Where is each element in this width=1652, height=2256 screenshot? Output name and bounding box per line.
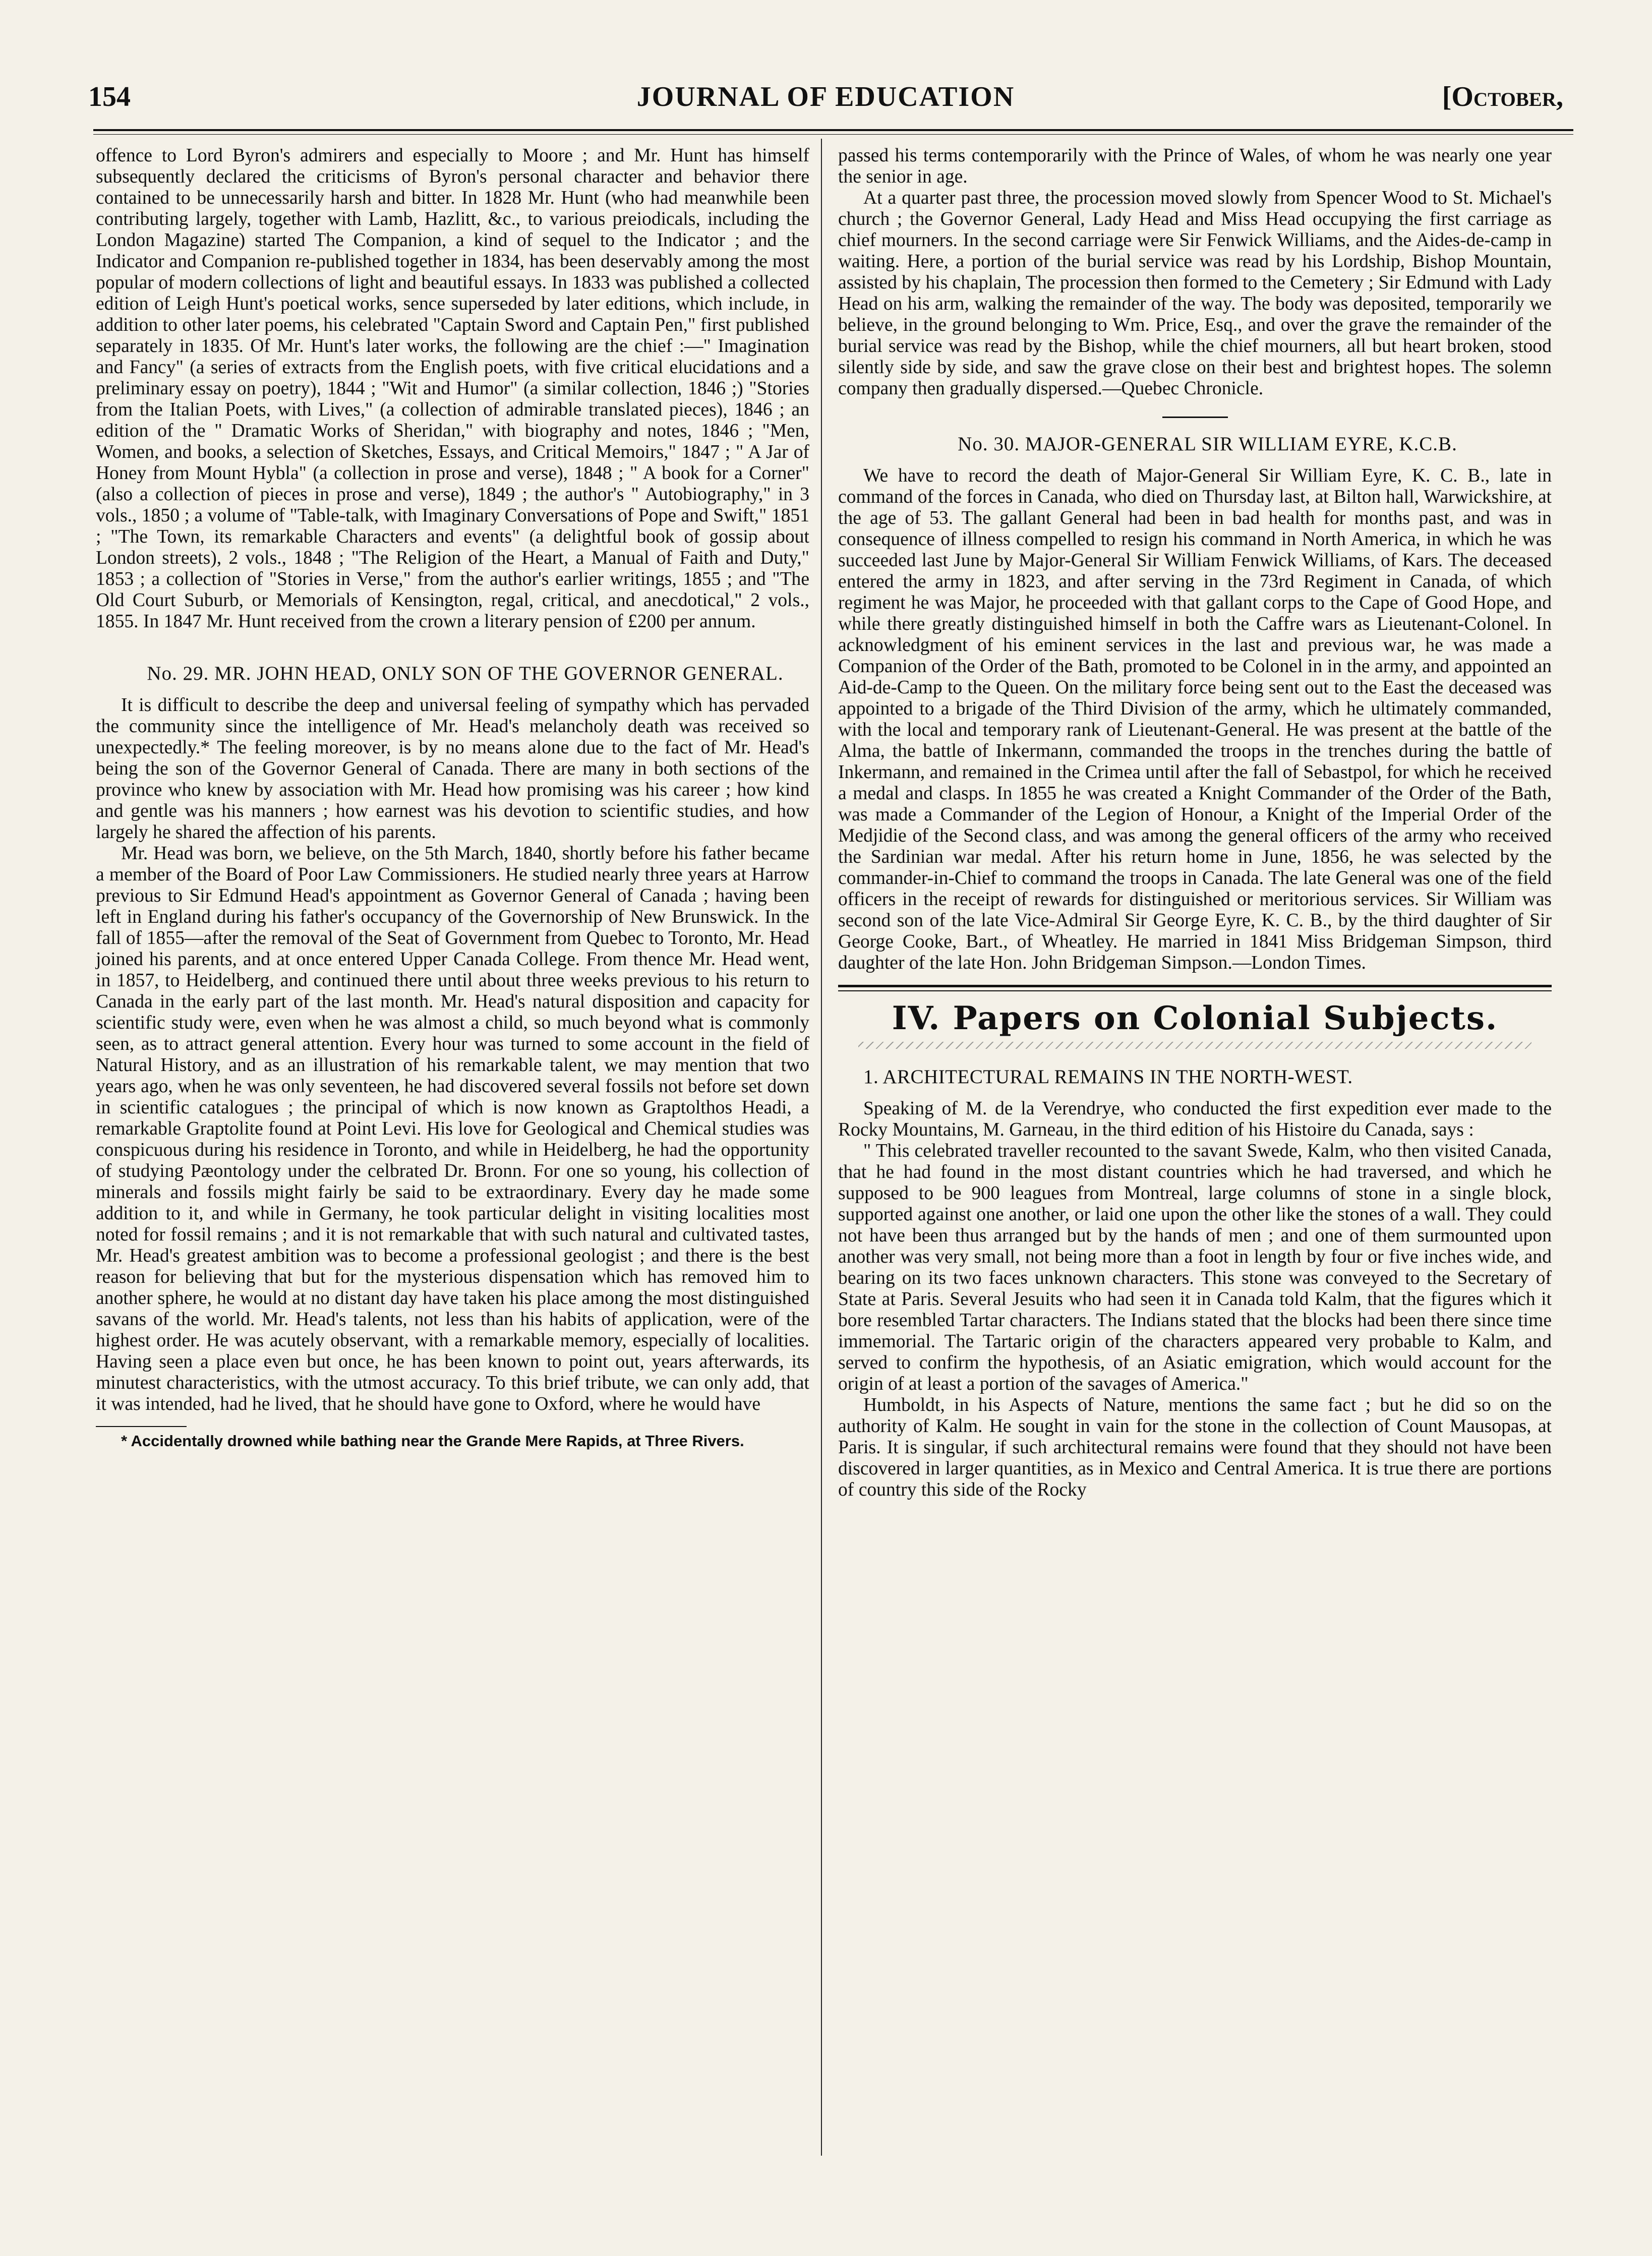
left-column: [96, 145, 809, 2203]
issue-month: [October,: [1442, 81, 1563, 112]
section-rule-thick: [838, 985, 1552, 987]
section-rule-thin: [838, 990, 1552, 991]
no29-heading: No. 29. MR. JOHN HEAD, ONLY SON OF THE GOVERNOR GENERAL.: [147, 663, 784, 684]
architectural-paragraph-3: Humboldt, in his Aspects of Nature, mentions the same fact ; but he did so on the authority of Kalm. He sought in vain for the stone in the collection of Count Mausopas, at Paris. It is singular, if such architectural remains were found that they should not have been discovered in larger quantities, as in Mexico and Central America. It is true there are portions of country this side of the Rocky: [838, 1395, 1552, 1500]
spacer: [96, 632, 809, 663]
continuation-paragraph-2: At a quarter past three, the procession moved slowly from Spencer Wood to St. Michael's church ; the Governor General, Lady Head and Miss Head occupying the first carriage as chief mourners. In the second carriage were Sir Fenwick Williams, and the Aides-de-camp in waiting. Here, a portion of the burial service was read by his Lordship, Bishop Mountain, assisted by his chaplain, The procession then formed to the Cemetery ; Sir Edmund with Lady Head on his arm, walking the remainder of the way. The body was deposited, temporarily we believe, in the ground belonging to Wm. Price, Esq., and over the grave the remainder of the burial service was read by the Bishop, while the chief mourners, all but heart broken, stood silently side by side, and saw the grave close on their best and brightest hopes. The solemn company then gradually dispersed.—Quebec Chronicle.: [838, 188, 1552, 399]
journal-title: JOURNAL OF EDUCATION: [636, 81, 1015, 112]
architectural-paragraph-1: Speaking of M. de la Verendrye, who conducted the first expedition ever made to the Rocky Mountains, M. Garneau, in the third edition of his Histoire du Canada, says :: [838, 1098, 1552, 1140]
header-rule-thick: [93, 129, 1573, 131]
footnote: * Accidentally drowned while bathing near the Grande Mere Rapids, at Three Rivers.: [121, 1432, 744, 1450]
spacer: [838, 455, 1552, 465]
hunt-paragraph: offence to Lord Byron's admirers and especially to Moore ; and Mr. Hunt has himself subsequently declared the criticisms of Byron's personal character and behavior there contained to be unnecessarily harsh and bitter. In 1828 Mr. Hunt (who had meanwhile been contributing largely, together with Lamb, Hazlitt, &c., to various preiodicals, including the London Magazine) started The Companion, a kind of sequel to the Indicator ; and the Indicator and Companion re-published together in 1834, has been deservably among the most popular of modern collections of light and beautiful essays. In 1833 was published a collected edition of Leigh Hunt's poetical works, sence superseded by later editions, which include, in addition to other later poems, his celebrated "Captain Sword and Captain Pen," first published separately in 1835. Of Mr. Hunt's later works, the following are the chief :—" Imagination and Fancy" (a series of extracts from the English poets, with five critical elucidations and a preliminary essay on poetry), 1844 ; "Wit and Humor" (a similar collection, 1846 ;) "Stories from the Italian Poets, with Lives," (a collection of admirable translated pieces), 1846 ; an edition of the " Dramatic Works of Sheridan," with biography and notes, 1846 ; "Men, Women, and books, a selection of Sketches, Essays, and Critical Memoirs," 1847 ; " A Jar of Honey from Mount Hybla" (a collection in prose and verse), 1848 ; " A book for a Corner" (also a collection of pieces in prose and verse), 1849 ; the author's " Autobiography," in 3 vols., 1850 ; a volume of "Table-talk, with Imaginary Conversations of Pope and Swift," 1851 ; "The Town, its remarkable Characters and events" (a delightful book of gossip about London streets), 2 vols., 1848 ; "The Religion of the Heart, a Manual of Faith and Duty," 1853 ; a collection of "Stories in Verse," from the author's earlier writings, 1855 ; and "The Old Court Suburb, or Memorials of Kensington, regal, critical, and anecdotical," 2 vols., 1855. In 1847 Mr. Hunt received from the crown a literary pension of £200 per annum.: [96, 145, 809, 632]
no30-heading: No. 30. MAJOR-GENERAL SIR WILLIAM EYRE, K.C.B.: [958, 433, 1457, 455]
right-column: [838, 145, 1552, 2203]
spacer: [838, 1088, 1552, 1098]
continuation-paragraph-1: passed his terms contemporarily with the Prince of Wales, of whom he was nearly one year the senior in age.: [838, 145, 1552, 187]
no29-paragraph-1: It is difficult to describe the deep and universal feeling of sympathy which has pervaded the community since the intelligence of Mr. Head's melancholy death was received so unexpectedly.* The feeling moreover, is by no means alone due to the fact of Mr. Head's being the son of the Governor General of Canada. There are many in both sections of the province who knew by association with Mr. Head how promising was his career ; how kind and gentle was his manners ; how earnest was his devotion to scientific studies, and how largely he shared the affection of his parents.: [96, 695, 809, 843]
no29-paragraph-2: Mr. Head was born, we believe, on the 5th March, 1840, shortly before his father became a member of the Board of Poor Law Commissioners. He studied nearly three years at Harrow previous to Sir Edmund Head's appointment as Governor General of Canada ; having been left in England during his father's occupancy of the Governorship of New Brunswick. In the fall of 1855—after the removal of the Seat of Government from Quebec to Toronto, Mr. Head joined his parents, and at once entered Upper Canada College. From thence Mr. Head went, in 1857, to Heidelberg, and continued there until about three weeks previous to his return to Canada in the early part of the last month. Mr. Head's natural disposition and capacity for scientific study were, even when he was almost a child, so much beyond what is commonly seen, as to attract general attention. Every hour was turned to some account in the field of Natural History, and as an illustration of his remarkable talent, we may mention that two years ago, when he was only seventeen, he had discovered several fossils not before set down in scientific catalogues ; the principal of which is now known as Graptolthos Headi, a remarkable Graptolite found at Point Levi. His love for Geological and Chemical studies was conspicuous during his residence in Toronto, and while in Heidelberg, he had the opportunity of studying Pæontology under the celbrated Dr. Bronn. For one so young, his collection of minerals and fossils might fairly be said to be extraordinary. Every day he made some addition to it, and while in Germany, he took particular delight in visiting localities most noted for fossil remains ; and it is not remarkable that with such natural and cultivated tastes, Mr. Head's greatest ambition was to become a professional geologist ; and there is the best reason for believing that but for the mysterious dispensation which has removed him to another sphere, he would at no distant day have taken his place among the most distinguished savans of the world. Mr. Head's talents, not less than his habits of application, were of the highest order. He was acutely observant, with a remarkable memory, especially of localities. Having seen a place even but once, he has been known to point out, years afterwards, its minutest characteristics, with the utmost accuracy. To this brief tribute, we can only add, that it was intended, had he lived, that he should have gone to Oxford, where he would have: [96, 843, 809, 1414]
column-divider: [821, 139, 822, 2156]
no30-paragraph: We have to record the death of Major-General Sir William Eyre, K. C. B., late in command of the forces in Canada, who died on Thursday last, at Bilton hall, Warwickshire, at the age of 53. The gallant General had been in bad health for months past, and was in consequence of illness compelled to resign his command in North America, in which he was succeeded last June by Major-General Sir William Fenwick Williams, of Kars. The deceased entered the army in 1823, and after serving in the 73rd Regiment in Canada, of which regiment he was Major, he proceeded with that gallant corps to the Cape of Good Hope, and while there greatly distinguished himself in both the Caffre wars as Lieutenant-Colonel. In acknowledgment of his eminent services in the last and previous war, he was made a Companion of the Order of the Bath, promoted to be Colonel in in the army, and appointed an Aid-de-Camp to the Queen. On the military force being sent out to the East the deceased was appointed to a brigade of the Third Division of the army, which he ultimately commanded, with the local and temporary rank of Lieutenant-General. He was present at the battle of the Alma, the battle of Inkermann, commanded the troops in the trenches during the battle of Inkermann, and remained in the Crimea until after the fall of Sebastpol, for which he received a medal and clasps. In 1855 he was created a Knight Commander of the Order of the Bath, was made a Commander of the Legion of Honour, a Knight of the Imperial Order of the Medjidie of the Second class, and was among the general officers of the army who received the Sardinian war medal. After his return home in June, 1856, he was selected by the commander-in-Chief to command the troops in Canada. The late General was one of the field officers in the receipt of rewards for distinguished or meritorious services. Sir William was second son of the late Vice-Admiral Sir George Eyre, K. C. B., by the third daughter of Sir George Cooke, Bart., of Wheatley. He married in 1841 Miss Bridgeman Simpson, third daughter of the late Hon. John Bridgeman Simpson.—London Times.: [838, 465, 1552, 973]
running-header: [83, 76, 1568, 116]
header-rule-thin: [93, 134, 1573, 135]
wavy-ornament: [858, 1042, 1531, 1049]
architectural-heading: 1. ARCHITECTURAL REMAINS IN THE NORTH-WEST.: [863, 1066, 1353, 1088]
footnote-rule: [96, 1426, 187, 1427]
page-number: 154: [88, 81, 131, 112]
spacer: [96, 685, 809, 695]
section-title: IV. Papers on Colonial Subjects.: [892, 999, 1498, 1037]
article-separator: [1162, 417, 1228, 418]
architectural-paragraph-2: " This celebrated traveller recounted to the savant Swede, Kalm, who then visited Canada, that he had found in the most distant countries which he had traversed, and which he supposed to be 900 leagues from Montreal, large columns of stone in a single block, supported against one another, or laid one upon the other like the stones of a wall. They could not have been thus arranged but by the hands of men ; and one of them surmounted upon another was very small, not being more than a foot in length by four or five inches wide, and bearing on its two faces unknown characters. This stone was conveyed to the Secretary of State at Paris. Several Jesuits who had seen it in Canada told Kalm, that the figures which it bore resembled Tartar characters. The Indians stated that the blocks had been there since time immemorial. The Tartaric origin of the characters appeared very probable to Kalm, and served to confirm the hypothesis, of an Asiatic emigration, which would account for the origin of at least a portion of the savages of America.": [838, 1141, 1552, 1394]
